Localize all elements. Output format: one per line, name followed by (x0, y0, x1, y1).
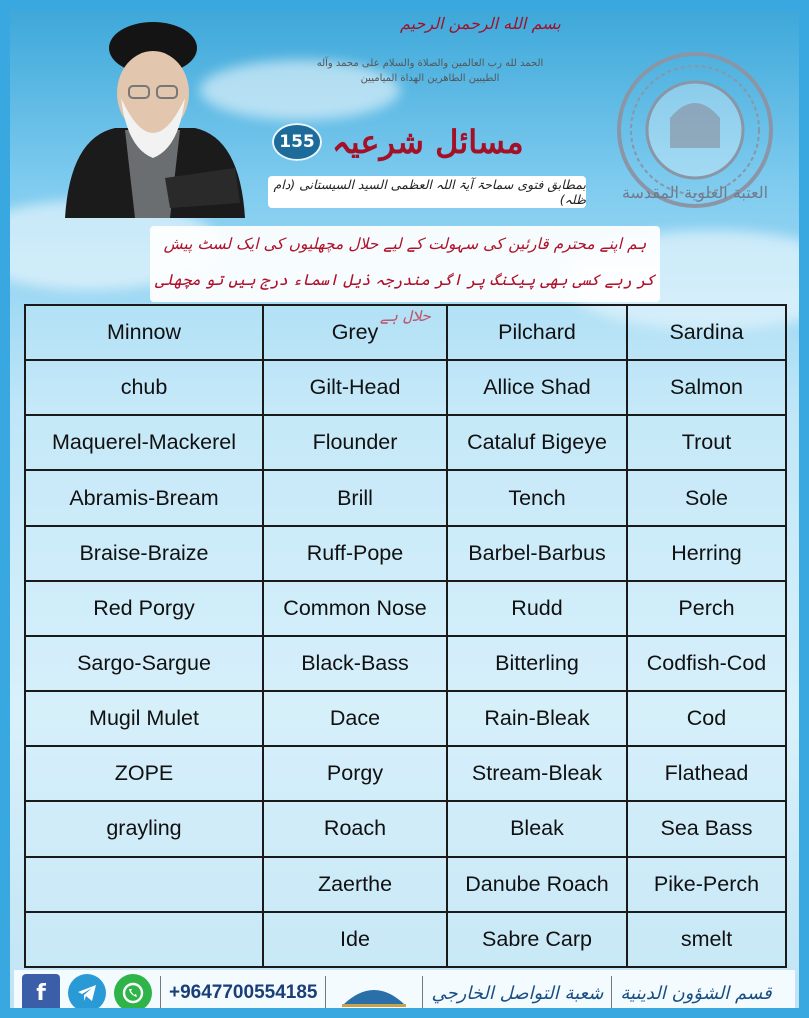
table-row (25, 801, 786, 856)
halal-fish-table (24, 304, 787, 968)
fish-name-cell: chub (25, 360, 263, 415)
fish-name-cell: Braise-Braize (25, 526, 263, 581)
divider (611, 976, 612, 1010)
fish-name-cell: Abramis-Bream (25, 470, 263, 525)
basmala-calligraphy: بسم الله الرحمن الرحيم (400, 14, 561, 33)
fish-name-cell: Herring (627, 526, 786, 581)
fish-name-cell: Red Porgy (25, 581, 263, 636)
fish-name-cell: Minnow (25, 305, 263, 360)
title-block (272, 120, 524, 164)
fish-name-cell: Grey (263, 305, 447, 360)
table-row (25, 691, 786, 746)
page-title: مسائل شرعیہ (332, 123, 524, 161)
invocation-text: الحمد لله رب العالمين والصلاة والسلام على محمد وآله الطيبين الطاهرين الهداة المياميين (316, 58, 544, 84)
religious-affairs-dept: قسم الشؤون الدينية (620, 982, 772, 1004)
whatsapp-icon[interactable] (114, 974, 152, 1012)
fish-name-cell: Sabre Carp (447, 912, 627, 967)
issue-number-badge: 155 (272, 123, 322, 161)
table-row (25, 857, 786, 912)
table-row (25, 636, 786, 691)
table-row (25, 305, 786, 360)
fish-name-cell: Bleak (447, 801, 627, 856)
fish-name-cell: Sardina (627, 305, 786, 360)
seal-text: العتبة العلوية المقدسة (621, 183, 769, 202)
divider (325, 976, 326, 1010)
fish-name-cell (25, 912, 263, 967)
fish-name-cell: Mugil Mulet (25, 691, 263, 746)
table-row (25, 746, 786, 801)
fish-name-cell: Common Nose (263, 581, 447, 636)
fish-name-cell: Flathead (627, 746, 786, 801)
fish-name-cell: smelt (627, 912, 786, 967)
dome-logo-icon (334, 976, 414, 1010)
table-row (25, 912, 786, 967)
fish-name-cell: Rudd (447, 581, 627, 636)
fish-name-cell: Rain-Bleak (447, 691, 627, 746)
fish-name-cell: Flounder (263, 415, 447, 470)
phone-number[interactable]: +9647700554185 (169, 982, 318, 1003)
fish-name-cell: Maquerel-Mackerel (25, 415, 263, 470)
fish-name-cell: Trout (627, 415, 786, 470)
footer-bar (14, 970, 795, 1016)
fish-name-cell: Salmon (627, 360, 786, 415)
fish-name-cell: Perch (627, 581, 786, 636)
fish-name-cell: Porgy (263, 746, 447, 801)
fish-name-cell: ZOPE (25, 746, 263, 801)
fish-name-cell: Ruff-Pope (263, 526, 447, 581)
fish-name-cell: Dace (263, 691, 447, 746)
fish-name-cell: Sargo-Sargue (25, 636, 263, 691)
fish-name-cell: Gilt-Head (263, 360, 447, 415)
external-relations-dept: شعبة التواصل الخارجي (431, 982, 604, 1004)
scholar-portrait (55, 18, 250, 218)
fish-name-cell: Barbel-Barbus (447, 526, 627, 581)
table-row (25, 526, 786, 581)
fish-name-cell: Cod (627, 691, 786, 746)
fish-name-cell (25, 857, 263, 912)
fish-name-cell: Sea Bass (627, 801, 786, 856)
fish-name-cell: Black-Bass (263, 636, 447, 691)
intro-notice (150, 226, 660, 325)
fatwa-subtitle: بمطابق فتوی سماحۃ آیۃ اللہ العظمی السید السیستانی (دام ظلہ) (268, 176, 586, 208)
intro-line-1: ہم اپنے محترم قارئین کی سہولت کے لیے حلال مچھلیوں کی ایک لسٹ پیش (163, 235, 647, 253)
fish-name-cell: Allice Shad (447, 360, 627, 415)
telegram-icon[interactable] (68, 974, 106, 1012)
fish-name-cell: Brill (263, 470, 447, 525)
fish-name-cell: Sole (627, 470, 786, 525)
fish-name-cell: Zaerthe (263, 857, 447, 912)
fish-name-cell: Stream-Bleak (447, 746, 627, 801)
table-row (25, 360, 786, 415)
facebook-icon[interactable]: f (22, 974, 60, 1012)
fish-name-cell: Pike-Perch (627, 857, 786, 912)
table-row (25, 470, 786, 525)
fish-name-cell: Roach (263, 801, 447, 856)
fish-name-cell: grayling (25, 801, 263, 856)
fish-name-cell: Ide (263, 912, 447, 967)
fish-name-cell: Codfish-Cod (627, 636, 786, 691)
divider (160, 976, 161, 1010)
fish-name-cell: Pilchard (447, 305, 627, 360)
divider (422, 976, 423, 1010)
fish-name-cell: Bitterling (447, 636, 627, 691)
table-row (25, 581, 786, 636)
table-row (25, 415, 786, 470)
fish-name-cell: Tench (447, 470, 627, 525)
shrine-seal-logo (600, 48, 790, 213)
fish-name-cell: Danube Roach (447, 857, 627, 912)
intro-line-2: کر رہے کسی بھی پیکنگ پر اگر مندرجہ ذیل اسماء درج ہیں تو مچھلی حلال ہے (155, 271, 655, 325)
fish-name-cell: Cataluf Bigeye (447, 415, 627, 470)
